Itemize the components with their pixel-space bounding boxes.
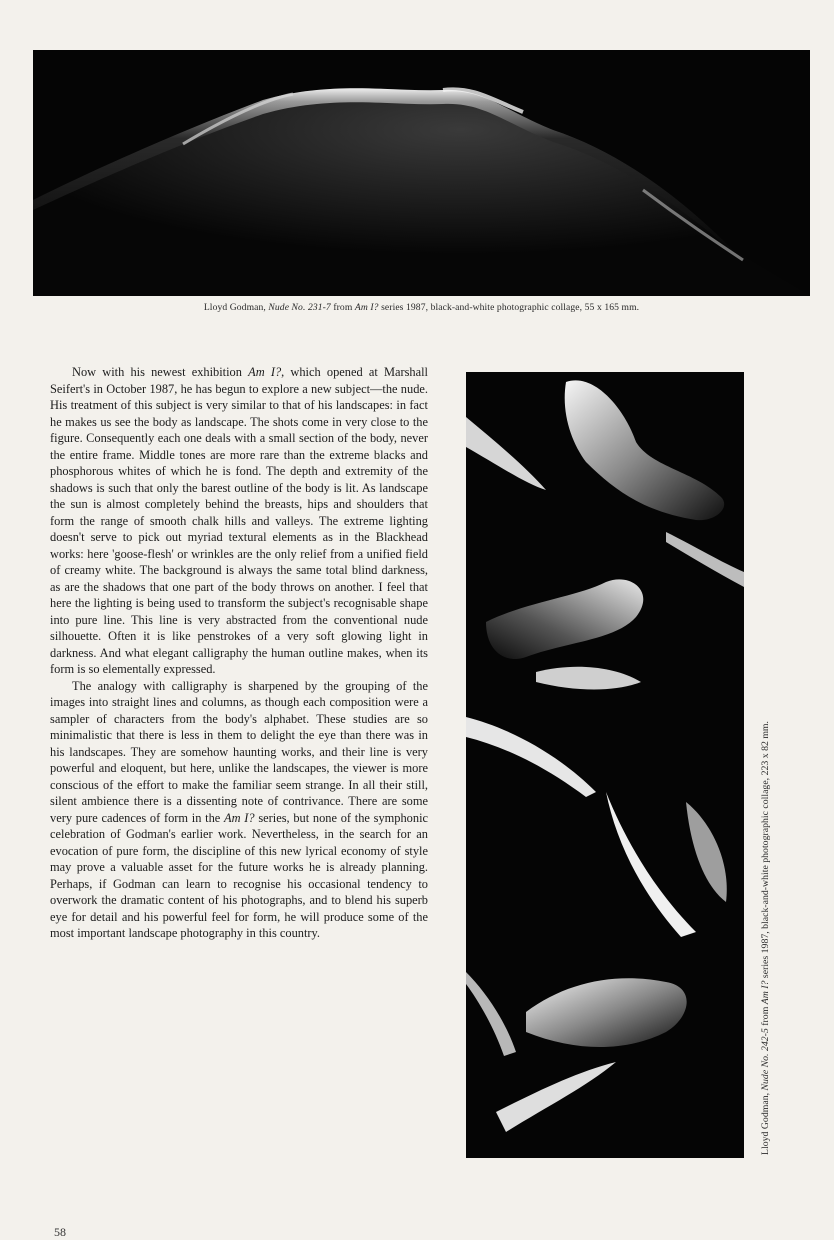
right-photo-graphic: [466, 372, 744, 1158]
caption-details: series 1987, black-and-white photographic collage, 55 x 165 mm.: [378, 302, 640, 313]
right-nude-photograph: [466, 372, 744, 1158]
exhibition-title: Am I?: [248, 365, 282, 379]
caption-title: Nude No. 231-7: [268, 302, 331, 313]
article-body: [50, 364, 428, 942]
exhibition-title: Am I?: [224, 810, 255, 825]
article-paragraph: [50, 678, 428, 942]
article-paragraph: [50, 364, 428, 678]
top-photo-caption: [33, 302, 810, 313]
caption-series: Am I?: [354, 302, 379, 313]
caption-artist: Lloyd Godman,: [203, 302, 269, 313]
paragraph-text: , which opened at Marshall Seifert's in October 1987, he has begun to explore a new subject—the nude. His treatment of this subject is very similar to that of his landscapes: in fact he makes us see the body as landscape. The shots come in very close to the figure. Consequently each one deals with a small section of the body, never the entire frame. Middle tones are more rare than the extreme blacks and phosphorous whites of which he is fond. The depth and extremity of the shadows is such that only the barest outline of the body is lit. As landscape the sun is almost completely behind the breasts, hips and shoulders that form the range of smooth chalk hills and valleys. The extreme lighting doesn't serve to pick out myriad textural elements as in the Blackhead works: here 'goose-flesh' or wrinkles are the only relief from a unified field of creamy white. The background is always the same total blind darkness, as are the shadows that one part of the body throws on another. I feel that here the lighting is being used to transform the subject's recognisable shape into pure line. This line is very abstracted from the conventional nude silhouette. Often it is like penstrokes of a very soft glowing light in darkness. And what elegant calligraphy the human outline makes, when its form is so elementally expressed.: [50, 365, 428, 676]
caption-series: Am I?: [760, 980, 771, 1005]
caption-artist: Lloyd Godman,: [760, 1090, 771, 1155]
caption-details: series 1987, black-and-white photographic collage, 223 x 82 mm.: [760, 720, 771, 981]
top-photo-graphic: [33, 50, 810, 296]
right-photo-caption: [760, 721, 771, 1155]
paragraph-text: series, but none of the symphonic celebration of Godman's earlier work. Nevertheless, in the search for an evocation of pure form, the discipline of this new lyrical economy of style may prove a valuable asset for the future works he is already planning. Perhaps, if Godman can learn to recognise his occasional tendency to overwork the dramatic content of his photographs, and to blend his superb eye for detail and his powerful feel for form, he will produce some of the most important landscape photography in this country.: [50, 810, 429, 940]
paragraph-text: Now with his newest exhibition: [72, 365, 249, 379]
paragraph-text: The analogy with calligraphy is sharpened by the grouping of the images into straight lines and columns, as though each composition were a sampler of characters from the body's alphabet. These studies are so minimalistic that there is less in them to delight the eye than there was in his landscapes. They are somehow haunting works, and their line is very powerful and eloquent, but here, unlike the landscapes, the viewer is more conscious of the effort to make the familiar seem strange. In all their still, silent ambience there is a dissenting note of contrivance. There are some very pure cadences of form in the: [50, 678, 428, 825]
caption-title: Nude No. 242-5: [760, 1028, 771, 1091]
page-number: 58: [54, 1225, 66, 1239]
caption-middle: from: [330, 302, 355, 313]
caption-middle: from: [760, 1004, 771, 1029]
top-nude-photograph: [33, 50, 810, 296]
